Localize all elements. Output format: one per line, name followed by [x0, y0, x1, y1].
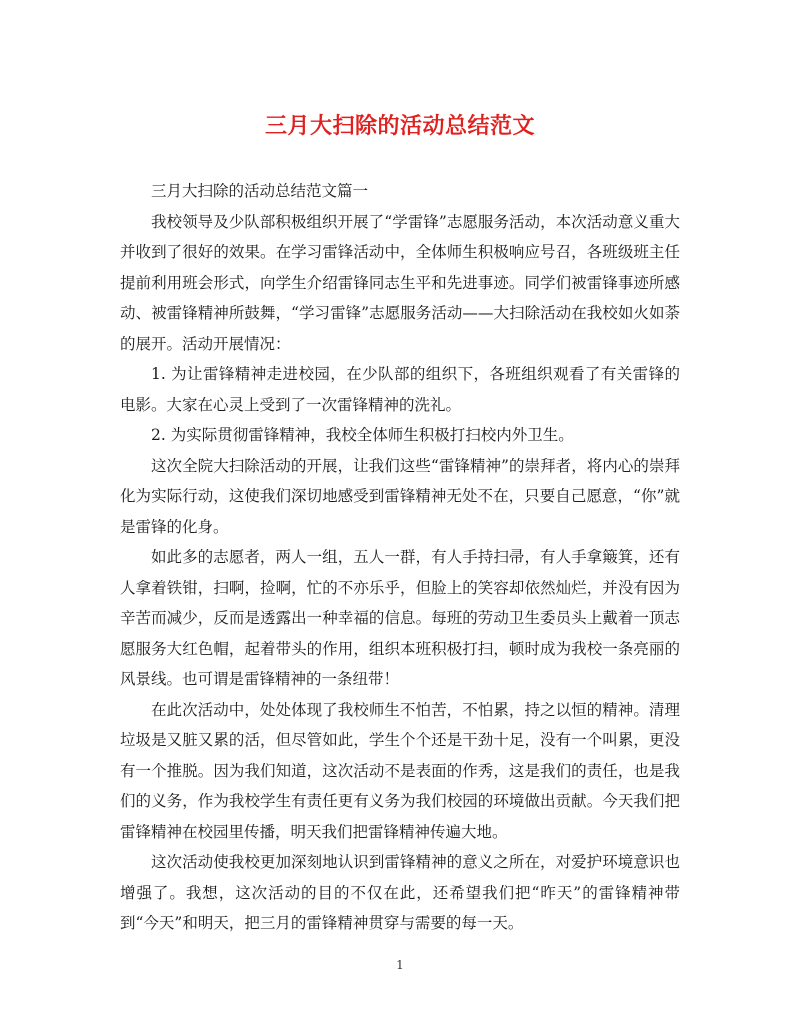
- paragraph-intro: 我校领导及少队部积极组织开展了“学雷锋”志愿服务活动，本次活动意义重大并收到了很好的效果。在学习雷锋活动中，全体师生积极响应号召，各班级班主任提前利用班会形式，向学生介绍雷锋同志生平和先进事迹。同学们被雷锋事迹所感动、被雷锋精神所鼓舞，“学习雷锋”志愿服务活动——大扫除活动在我校如火如荼的展开。活动开展情况：: [120, 212, 680, 353]
- document-body: [120, 176, 680, 939]
- paragraph-item-1: 1. 为让雷锋精神走进校园，在少队部的组织下，各班组织观看了有关雷锋的电影。大家在心灵上受到了一次雷锋精神的洗礼。: [120, 365, 680, 414]
- paragraph-item-2: 2. 为实际贯彻雷锋精神，我校全体师生积极打扫校内外卫生。: [151, 426, 574, 444]
- page-number: 1: [396, 958, 404, 972]
- paragraph-5: 在此次活动中，处处体现了我校师生不怕苦，不怕累，持之以恒的精神。清理垃圾是又脏又累的活，但尽管如此，学生个个还是干劲十足，没有一个叫累，更没有一个推脱。因为我们知道，这次活动不是表面的作秀，这是我们的责任，也是我们的义务，作为我校学生有责任更有义务为我们校园的环境做出贡献。今天我们把雷锋精神在校园里传播，明天我们把雷锋精神传遍大地。: [120, 700, 680, 841]
- paragraph-4: 如此多的志愿者，两人一组，五人一群，有人手持扫帚，有人手拿簸箕，还有人拿着铁钳，扫啊，捡啊，忙的不亦乐乎，但脸上的笑容却依然灿烂，并没有因为辛苦而减少，反而是透露出一种幸福的信息。每班的劳动卫生委员头上戴着一顶志愿服务大红色帽，起着带头的作用，组织本班积极打扫，顿时成为我校一条亮丽的风景线。也可谓是雷锋精神的一条纽带！: [120, 548, 680, 688]
- section-heading: 三月大扫除的活动总结范文篇一: [151, 182, 369, 200]
- paragraph-6: 这次活动使我校更加深刻地认识到雷锋精神的意义之所在，对爱护环境意识也增强了。我想，这次活动的目的不仅在此，还希望我们把“昨天”的雷锋精神带到“今天”和明天，把三月的雷锋精神贯穿与需要的每一天。: [120, 853, 680, 932]
- paragraph-3: 这次全院大扫除活动的开展，让我们这些“雷锋精神”的崇拜者，将内心的崇拜化为实际行动，这使我们深切地感受到雷锋精神无处不在，只要自己愿意，“你”就是雷锋的化身。: [120, 456, 680, 536]
- document-title: 三月大扫除的活动总结范文: [264, 113, 535, 139]
